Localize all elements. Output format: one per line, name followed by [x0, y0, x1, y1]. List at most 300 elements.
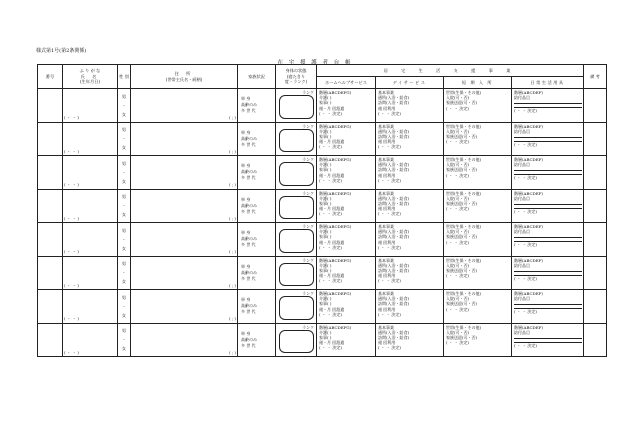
cell-name[interactable] [63, 89, 118, 123]
goods-tier: 階層(ABCDEF) [514, 190, 543, 196]
goods-lines [512, 290, 583, 315]
homehelp-care: 介護( ) [319, 162, 332, 168]
shortstay-household: 世帯(生保・その他) [446, 224, 482, 229]
dayservice-frequency: 週 回利用 [378, 206, 396, 212]
header-shimei: 氏 名 [80, 73, 100, 79]
cell-sex[interactable] [118, 256, 131, 290]
birth-date-field: ( ・ ・ ) [64, 249, 79, 255]
homehelp-housework: 家事( ) [319, 301, 332, 307]
cell-homehelp[interactable] [317, 189, 376, 223]
header-furigana: ふ り が な [79, 68, 101, 74]
goods-items: 給付品目 [514, 195, 530, 201]
goods-item-line-1 [514, 304, 582, 305]
household-options [241, 96, 257, 114]
shortstay-decision-date: ( ・ ・ 決定) [446, 139, 469, 145]
dayservice-lines [376, 89, 443, 116]
goods-items: 給付品目 [514, 162, 530, 168]
dayservice-visit: 訪問(入浴・給食) [378, 234, 410, 240]
cell-shortstay[interactable] [444, 89, 512, 123]
dayservice-frequency: 週 回利用 [378, 139, 396, 145]
cell-dayservice[interactable] [376, 89, 444, 123]
dayservice-visit: 訪問(入浴・給食) [378, 133, 410, 139]
cell-family-status[interactable] [238, 189, 276, 223]
household-elderly-only: 高齢のみ [241, 169, 257, 175]
cell-family-status[interactable] [238, 89, 276, 123]
homehelp-housework: 家事( ) [319, 234, 332, 240]
rank-box[interactable] [279, 229, 314, 253]
cell-rank[interactable] [276, 156, 317, 190]
sex-male: 男 [121, 261, 127, 267]
cell-address[interactable] [131, 189, 238, 223]
dayservice-decision-date: ( ・ ・ 決定) [378, 311, 401, 317]
cell-shortstay[interactable] [444, 156, 512, 190]
goods-lines [512, 123, 583, 148]
cell-address[interactable] [131, 89, 238, 123]
sex-male: 男 [121, 160, 127, 166]
cell-family-status[interactable] [238, 256, 276, 290]
table-row [38, 323, 607, 357]
cell-number[interactable] [38, 223, 63, 257]
cell-rank[interactable] [276, 89, 317, 123]
shortstay-family-transport: 家族送迎(可・否) [446, 234, 478, 240]
household-single: 単 身 [241, 96, 251, 102]
cell-daily-goods[interactable] [512, 223, 584, 257]
household-multi-generation: 多 世 代 [241, 175, 256, 181]
dayservice-commute: 通所(入浴・給食) [378, 95, 410, 101]
shortstay-family-transport: 家族送迎(可・否) [446, 200, 478, 206]
cell-sex[interactable] [118, 189, 131, 223]
household-elderly-only: 高齢のみ [241, 236, 257, 242]
household-elderly-only: 高齢のみ [241, 303, 257, 309]
household-elderly-only: 高齢のみ [241, 102, 257, 108]
dayservice-decision-date: ( ・ ・ 決定) [378, 345, 401, 351]
shortstay-lines [444, 324, 511, 346]
dayservice-frequency: 週 回利用 [378, 273, 396, 279]
shortstay-lines [444, 223, 511, 245]
cell-homehelp[interactable] [317, 156, 376, 190]
goods-item-line-1 [514, 204, 582, 205]
cell-dayservice[interactable] [376, 256, 444, 290]
homehelp-lines [317, 89, 375, 116]
cell-name[interactable] [63, 156, 118, 190]
birth-date-field: ( ・ ・ ) [64, 215, 79, 221]
homehelp-decision-date: ( ・ ・ 決定) [319, 345, 342, 351]
dayservice-decision-date: ( ・ ・ 決定) [378, 278, 401, 284]
cell-sex[interactable] [118, 323, 131, 357]
homehelp-frequency: 週・月 回派遣 [319, 340, 345, 346]
cell-family-status[interactable] [238, 323, 276, 357]
cell-rank[interactable] [276, 122, 317, 156]
dayservice-commute: 通所(入浴・給食) [378, 128, 410, 134]
header-daily-goods: 日常生活用具 [512, 77, 584, 89]
sex-male: 男 [121, 194, 127, 200]
homehelp-tier: 階層(ABCDEFG) [319, 90, 352, 95]
homehelp-decision-date: ( ・ ・ 決定) [319, 211, 342, 217]
header-birth: (生年月日) [79, 79, 101, 85]
homehelp-housework: 家事( ) [319, 200, 332, 206]
header-shortstay: 短 期 入 所 [444, 77, 512, 89]
cell-homehelp[interactable] [317, 89, 376, 123]
sex-female: 女 [121, 111, 127, 117]
household-options [241, 197, 257, 215]
goods-tier: 階層(ABCDEF) [514, 157, 543, 162]
dayservice-frequency: 週 回利用 [378, 306, 396, 312]
birth-date-field: ( ・ ・ ) [64, 349, 79, 355]
cell-rank[interactable] [276, 189, 317, 223]
cell-sex[interactable] [118, 89, 131, 123]
goods-tier: 階層(ABCDEF) [514, 224, 543, 229]
cell-remarks[interactable] [584, 323, 607, 357]
household-single: 単 身 [241, 330, 251, 336]
cell-address[interactable] [131, 156, 238, 190]
shortstay-household: 世帯(生保・その他) [446, 291, 482, 296]
table-row [38, 89, 607, 123]
dayservice-lines [376, 190, 443, 217]
shortstay-lines [444, 156, 511, 178]
ledger-sheet [37, 64, 606, 356]
cell-rank[interactable] [276, 223, 317, 257]
birth-date-field: ( ・ ・ ) [64, 148, 79, 154]
goods-tier: 階層(ABCDEF) [514, 291, 543, 296]
birth-date-field: ( ・ ・ ) [64, 282, 79, 288]
dayservice-basic: 基本事業 [378, 291, 394, 296]
cell-number[interactable] [38, 189, 63, 223]
dayservice-visit: 訪問(入浴・給食) [378, 200, 410, 206]
table-row [38, 256, 607, 290]
shortstay-admission: 入院(可・否) [446, 262, 470, 268]
dayservice-lines [376, 290, 443, 317]
dayservice-basic: 基本事業 [378, 157, 394, 162]
householder-field: ( ; ) [228, 115, 236, 121]
dayservice-basic: 基本事業 [378, 190, 394, 196]
dayservice-basic: 基本事業 [378, 224, 394, 229]
goods-decision-date: ( ・ ・ 決定) [514, 275, 537, 281]
sex-female: 女 [121, 312, 127, 318]
cell-homehelp[interactable] [317, 290, 376, 324]
shortstay-household: 世帯(生保・その他) [446, 190, 482, 196]
cell-dayservice[interactable] [376, 189, 444, 223]
goods-lines [512, 324, 583, 349]
cell-number[interactable] [38, 156, 63, 190]
homehelp-lines [317, 257, 375, 284]
shortstay-decision-date: ( ・ ・ 決定) [446, 306, 469, 312]
cell-homehelp[interactable] [317, 323, 376, 357]
cell-shortstay[interactable] [444, 189, 512, 223]
homehelp-housework: 家事( ) [319, 267, 332, 273]
cell-rank[interactable] [276, 323, 317, 357]
goods-decision-date: ( ・ ・ 決定) [514, 242, 537, 248]
homehelp-housework: 家事( ) [319, 334, 332, 340]
shortstay-admission: 入院(可・否) [446, 95, 470, 101]
rank-label: ランク [302, 123, 314, 129]
goods-lines [512, 223, 583, 248]
goods-lines [512, 257, 583, 282]
homehelp-frequency: 週・月 回派遣 [319, 172, 345, 178]
cell-sex[interactable] [118, 223, 131, 257]
homehelp-decision-date: ( ・ ・ 決定) [319, 110, 342, 116]
goods-items: 給付品目 [514, 95, 530, 101]
rank-label: ランク [302, 224, 314, 229]
dayservice-frequency: 週 回利用 [378, 239, 396, 245]
shortstay-decision-date: ( ・ ・ 決定) [446, 239, 469, 245]
cell-remarks[interactable] [584, 189, 607, 223]
household-multi-generation: 多 世 代 [241, 108, 256, 114]
cell-remarks[interactable] [584, 223, 607, 257]
shortstay-admission: 入院(可・否) [446, 229, 470, 235]
homehelp-care: 介護( ) [319, 262, 332, 268]
shortstay-decision-date: ( ・ ・ 決定) [446, 105, 469, 111]
cell-dayservice[interactable] [376, 156, 444, 190]
goods-items: 給付品目 [514, 128, 530, 134]
homehelp-lines [317, 223, 375, 250]
header-rank-line-1: 身体の状態 [285, 68, 307, 74]
goods-item-line-1 [514, 271, 582, 272]
goods-item-line-1 [514, 103, 582, 104]
cell-remarks[interactable] [584, 156, 607, 190]
cell-shortstay[interactable] [444, 323, 512, 357]
rank-label: ランク [302, 90, 314, 95]
cell-number[interactable] [38, 290, 63, 324]
homehelp-care: 介護( ) [319, 296, 332, 302]
cell-homehelp[interactable] [317, 122, 376, 156]
household-single: 単 身 [241, 196, 251, 202]
cell-dayservice[interactable] [376, 323, 444, 357]
cell-name[interactable] [63, 189, 118, 223]
household-options [241, 230, 257, 248]
dayservice-commute: 通所(入浴・給食) [378, 296, 410, 302]
rank-label: ランク [302, 291, 314, 296]
cell-shortstay[interactable] [444, 223, 512, 257]
cell-remarks[interactable] [584, 89, 607, 123]
cell-family-status[interactable] [238, 290, 276, 324]
homehelp-lines [317, 156, 375, 183]
cell-family-status[interactable] [238, 223, 276, 257]
cell-name[interactable] [63, 122, 118, 156]
cell-daily-goods[interactable] [512, 323, 584, 357]
header-family-status: 家族状況 [238, 65, 276, 89]
cell-sex[interactable] [118, 156, 131, 190]
header-address-label: 住 所 [174, 71, 194, 77]
cell-dayservice[interactable] [376, 290, 444, 324]
rank-box[interactable] [279, 330, 314, 354]
goods-item-line-1 [514, 237, 582, 238]
dayservice-basic: 基本事業 [378, 90, 394, 95]
sex-dot: ・ [121, 337, 127, 343]
cell-family-status[interactable] [238, 122, 276, 156]
cell-daily-goods[interactable] [512, 156, 584, 190]
dayservice-visit: 訪問(入浴・給食) [378, 100, 410, 106]
cell-address[interactable] [131, 256, 238, 290]
header-services-group: 居 宅 生 活 支 援 事 業 [317, 65, 584, 77]
cell-shortstay[interactable] [444, 122, 512, 156]
householder-field: ( ; ) [228, 249, 236, 255]
dayservice-visit: 訪問(入浴・給食) [378, 267, 410, 273]
cell-family-status[interactable] [238, 156, 276, 190]
rank-box[interactable] [279, 129, 314, 153]
household-single: 単 身 [241, 129, 251, 135]
cell-shortstay[interactable] [444, 256, 512, 290]
goods-item-line-1 [514, 137, 582, 138]
household-multi-generation: 多 世 代 [241, 208, 256, 214]
cell-daily-goods[interactable] [512, 122, 584, 156]
sex-dot: ・ [121, 303, 127, 309]
table-row [38, 290, 607, 324]
cell-address[interactable] [131, 290, 238, 324]
cell-remarks[interactable] [584, 122, 607, 156]
shortstay-admission: 入院(可・否) [446, 195, 470, 201]
dayservice-frequency: 週 回利用 [378, 105, 396, 111]
shortstay-decision-date: ( ・ ・ 決定) [446, 206, 469, 212]
homehelp-decision-date: ( ・ ・ 決定) [319, 278, 342, 284]
homehelp-frequency: 週・月 回派遣 [319, 306, 345, 312]
household-multi-generation: 多 世 代 [241, 309, 256, 315]
shortstay-admission: 入院(可・否) [446, 128, 470, 134]
shortstay-household: 世帯(生保・その他) [446, 90, 482, 95]
household-multi-generation: 多 世 代 [241, 141, 256, 147]
header-address [131, 65, 238, 89]
homehelp-tier: 階層(ABCDEFG) [319, 190, 352, 196]
goods-decision-date: ( ・ ・ 決定) [514, 175, 537, 181]
sex-male: 男 [121, 93, 127, 99]
sex-female: 女 [121, 178, 127, 184]
homehelp-care: 介護( ) [319, 195, 332, 201]
household-single: 単 身 [241, 263, 251, 269]
header-rank-line-2: (寝たきり [286, 73, 306, 79]
dayservice-commute: 通所(入浴・給食) [378, 262, 410, 268]
cell-name[interactable] [63, 256, 118, 290]
sex-female: 女 [121, 145, 127, 151]
sex-male: 男 [121, 227, 127, 233]
goods-decision-date: ( ・ ・ 決定) [514, 108, 537, 114]
cell-number[interactable] [38, 89, 63, 123]
cell-daily-goods[interactable] [512, 256, 584, 290]
cell-number[interactable] [38, 256, 63, 290]
goods-lines [512, 190, 583, 215]
birth-date-field: ( ・ ・ ) [64, 316, 79, 322]
dayservice-visit: 訪問(入浴・給食) [378, 167, 410, 173]
goods-items: 給付品目 [514, 296, 530, 302]
dayservice-basic: 基本事業 [378, 324, 394, 330]
household-single: 単 身 [241, 297, 251, 303]
householder-field: ( ; ) [228, 349, 236, 355]
cell-rank[interactable] [276, 256, 317, 290]
header-dayservice: デイサービス [376, 77, 444, 89]
sex-dot: ・ [121, 169, 127, 175]
household-options [241, 130, 257, 148]
homehelp-tier: 階層(ABCDEFG) [319, 157, 352, 162]
shortstay-lines [444, 123, 511, 145]
cell-dayservice[interactable] [376, 122, 444, 156]
homehelp-tier: 階層(ABCDEFG) [319, 224, 352, 229]
cell-address[interactable] [131, 323, 238, 357]
cell-sex[interactable] [118, 122, 131, 156]
dayservice-commute: 通所(入浴・給食) [378, 195, 410, 201]
header-rank-line-3: 度・ランク) [284, 79, 308, 85]
cell-homehelp[interactable] [317, 223, 376, 257]
shortstay-family-transport: 家族送迎(可・否) [446, 267, 478, 273]
homehelp-lines [317, 190, 375, 217]
homehelp-housework: 家事( ) [319, 167, 332, 173]
cell-shortstay[interactable] [444, 290, 512, 324]
rank-label: ランク [302, 157, 314, 162]
cell-remarks[interactable] [584, 290, 607, 324]
cell-address[interactable] [131, 223, 238, 257]
shortstay-household: 世帯(生保・その他) [446, 324, 482, 330]
homehelp-tier: 階層(ABCDEFG) [319, 123, 352, 129]
header-householder: (世帯主氏名・続柄) [165, 76, 203, 82]
cell-name[interactable] [63, 290, 118, 324]
cell-daily-goods[interactable] [512, 189, 584, 223]
sex-female: 女 [121, 212, 127, 218]
cell-sex[interactable] [118, 290, 131, 324]
goods-tier: 階層(ABCDEF) [514, 90, 543, 95]
dayservice-commute: 通所(入浴・給食) [378, 229, 410, 235]
shortstay-household: 世帯(生保・その他) [446, 123, 482, 129]
rank-box[interactable] [279, 263, 314, 287]
sex-female: 女 [121, 279, 127, 285]
table-row [38, 223, 607, 257]
rank-box[interactable] [279, 95, 314, 119]
sex-dot: ・ [121, 236, 127, 242]
table-row [38, 122, 607, 156]
birth-date-field: ( ・ ・ ) [64, 115, 79, 121]
cell-name[interactable] [63, 223, 118, 257]
goods-tier: 階層(ABCDEF) [514, 324, 543, 330]
homehelp-frequency: 週・月 回派遣 [319, 273, 345, 279]
sex-female: 女 [121, 346, 127, 352]
rank-box[interactable] [279, 196, 314, 220]
goods-items: 給付品目 [514, 329, 530, 335]
sex-female: 女 [121, 245, 127, 251]
shortstay-family-transport: 家族送迎(可・否) [446, 334, 478, 340]
homehelp-frequency: 週・月 回派遣 [319, 105, 345, 111]
cell-daily-goods[interactable] [512, 290, 584, 324]
cell-address[interactable] [131, 122, 238, 156]
goods-decision-date: ( ・ ・ 決定) [514, 141, 537, 147]
document-title: 在 宅 援 護 者 台 帳 [277, 60, 353, 66]
goods-tier: 階層(ABCDEF) [514, 123, 543, 129]
goods-item-line-1 [514, 170, 582, 171]
cell-remarks[interactable] [584, 256, 607, 290]
homehelp-frequency: 週・月 回派遣 [319, 206, 345, 212]
cell-homehelp[interactable] [317, 256, 376, 290]
homehelp-frequency: 週・月 回派遣 [319, 239, 345, 245]
homehelp-lines [317, 290, 375, 317]
cell-dayservice[interactable] [376, 223, 444, 257]
cell-name[interactable] [63, 323, 118, 357]
homehelp-frequency: 週・月 回派遣 [319, 139, 345, 145]
dayservice-decision-date: ( ・ ・ 決定) [378, 144, 401, 150]
rank-box[interactable] [279, 296, 314, 320]
rank-label: ランク [302, 190, 314, 196]
cell-number[interactable] [38, 122, 63, 156]
goods-tier: 階層(ABCDEF) [514, 257, 543, 263]
goods-lines [512, 89, 583, 114]
goods-decision-date: ( ・ ・ 決定) [514, 208, 537, 214]
shortstay-decision-date: ( ・ ・ 決定) [446, 340, 469, 346]
header-sex: 性 別 [118, 65, 131, 89]
cell-daily-goods[interactable] [512, 89, 584, 123]
cell-rank[interactable] [276, 290, 317, 324]
header-homehelp: ホームヘルプサービス [317, 77, 376, 89]
shortstay-lines [444, 190, 511, 212]
table-row [38, 189, 607, 223]
header-number: 番号 [38, 65, 63, 89]
householder-field: ( ; ) [228, 316, 236, 322]
cell-number[interactable] [38, 323, 63, 357]
rank-box[interactable] [279, 162, 314, 186]
homehelp-decision-date: ( ・ ・ 決定) [319, 244, 342, 250]
